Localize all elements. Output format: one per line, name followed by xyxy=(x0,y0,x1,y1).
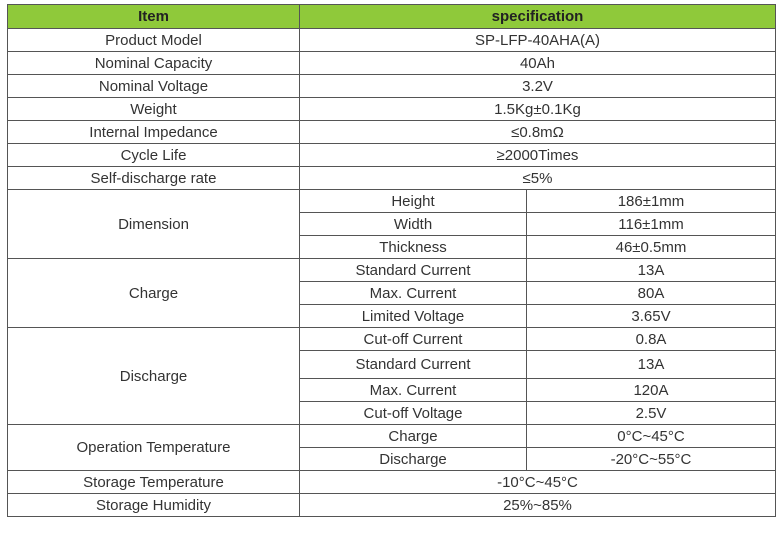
specification-table xyxy=(7,4,776,517)
row-value: 3.2V xyxy=(300,75,776,98)
table-row xyxy=(8,52,776,75)
row-label: Storage Humidity xyxy=(8,494,300,517)
sub-value: -20°C~55°C xyxy=(527,448,776,471)
sub-value: 46±0.5mm xyxy=(527,236,776,259)
sub-value: 0°C~45°C xyxy=(527,425,776,448)
row-value: 1.5Kg±0.1Kg xyxy=(300,98,776,121)
table-row xyxy=(8,167,776,190)
sub-label: Standard Current xyxy=(300,351,527,379)
row-value: ≤5% xyxy=(300,167,776,190)
row-label: Storage Temperature xyxy=(8,471,300,494)
sub-label: Standard Current xyxy=(300,259,527,282)
table-row xyxy=(8,471,776,494)
row-label: Nominal Capacity xyxy=(8,52,300,75)
group-label-discharge: Discharge xyxy=(8,328,300,425)
group-label-dimension: Dimension xyxy=(8,190,300,259)
table-row xyxy=(8,425,776,448)
sub-value: 0.8A xyxy=(527,328,776,351)
sub-value: 116±1mm xyxy=(527,213,776,236)
group-label-operation-temperature: Operation Temperature xyxy=(8,425,300,471)
sub-label: Max. Current xyxy=(300,379,527,402)
sub-label: Cut-off Current xyxy=(300,328,527,351)
row-label: Internal Impedance xyxy=(8,121,300,144)
row-value: -10°C~45°C xyxy=(300,471,776,494)
table-row xyxy=(8,121,776,144)
sub-label: Discharge xyxy=(300,448,527,471)
row-value: 40Ah xyxy=(300,52,776,75)
row-value: 25%~85% xyxy=(300,494,776,517)
table-row xyxy=(8,190,776,213)
table-row xyxy=(8,494,776,517)
sub-label: Width xyxy=(300,213,527,236)
table-row xyxy=(8,144,776,167)
group-label-charge: Charge xyxy=(8,259,300,328)
sub-value: 13A xyxy=(527,259,776,282)
header-row xyxy=(8,5,776,29)
row-label: Self-discharge rate xyxy=(8,167,300,190)
sub-label: Limited Voltage xyxy=(300,305,527,328)
header-item: Item xyxy=(8,5,300,29)
table-row xyxy=(8,259,776,282)
row-value: ≥2000Times xyxy=(300,144,776,167)
sub-label: Charge xyxy=(300,425,527,448)
sub-value: 13A xyxy=(527,351,776,379)
sub-value: 186±1mm xyxy=(527,190,776,213)
row-label: Cycle Life xyxy=(8,144,300,167)
table-row xyxy=(8,328,776,351)
sub-value: 2.5V xyxy=(527,402,776,425)
row-value: ≤0.8mΩ xyxy=(300,121,776,144)
sub-label: Cut-off Voltage xyxy=(300,402,527,425)
sub-label: Thickness xyxy=(300,236,527,259)
sub-value: 120A xyxy=(527,379,776,402)
sub-value: 3.65V xyxy=(527,305,776,328)
row-label: Product Model xyxy=(8,29,300,52)
table-row xyxy=(8,98,776,121)
sub-label: Max. Current xyxy=(300,282,527,305)
table-row xyxy=(8,75,776,98)
header-specification: specification xyxy=(300,5,776,29)
sub-label: Height xyxy=(300,190,527,213)
table-row xyxy=(8,29,776,52)
sub-value: 80A xyxy=(527,282,776,305)
row-label: Weight xyxy=(8,98,300,121)
row-value: SP-LFP-40AHA(A) xyxy=(300,29,776,52)
row-label: Nominal Voltage xyxy=(8,75,300,98)
